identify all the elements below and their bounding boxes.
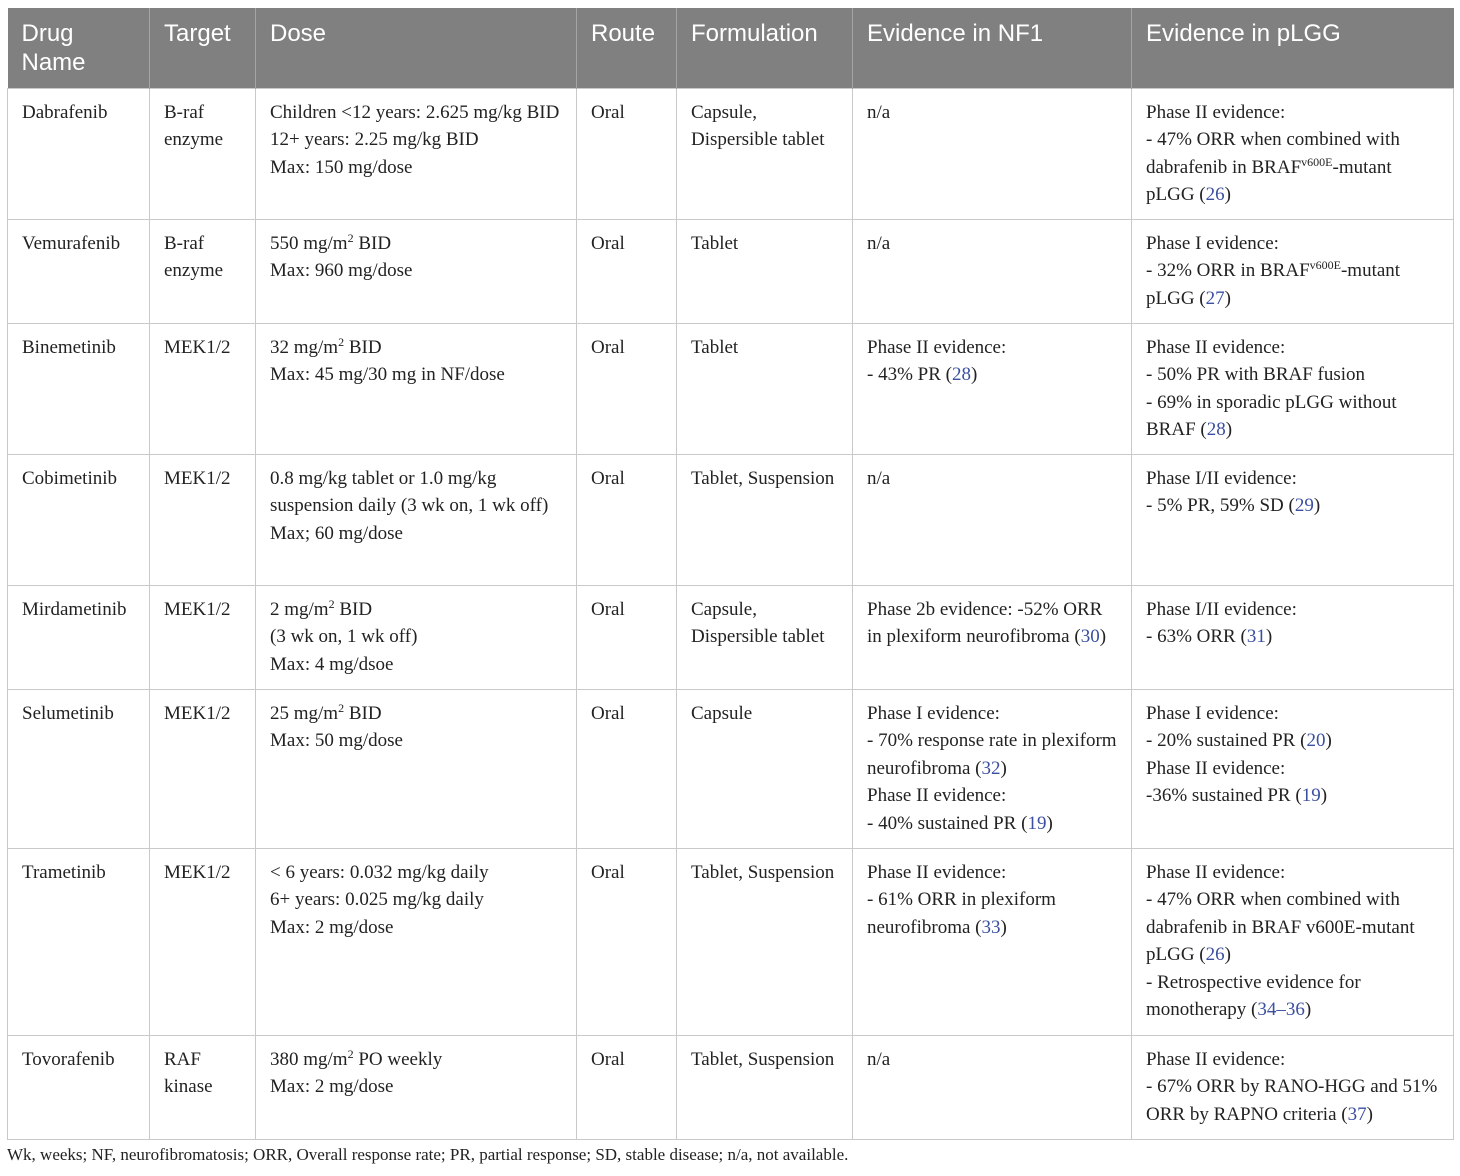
cell-route: Oral [577,323,677,454]
cell-evidence-plgg [1132,1035,1454,1139]
cell-evidence-nf1 [853,454,1132,585]
dose-line: Max: 960 mg/dose [270,260,413,281]
cell-route: Oral [577,1035,677,1139]
evidence-text: ) [1320,785,1328,806]
evidence-text: - 67% ORR by RANO-HGG and 51% ORR by RAPNO criteria ( [1146,1076,1438,1125]
col-header-formulation: Formulation [677,8,853,88]
evidence-text: - 20% sustained PR ( [1146,730,1307,751]
cell-target: MEK1/2 [150,848,256,1035]
dose-line: Max: 150 mg/dose [270,156,413,178]
header-row [8,8,1454,88]
cell-target: RAF kinase [150,1035,256,1139]
reference-link[interactable]: 34–36 [1257,999,1305,1020]
table-header [8,8,1454,88]
evidence-text: ) [1000,916,1007,938]
evidence-line [1146,492,1439,520]
superscript: 2 [338,700,345,715]
evidence-line [867,810,1117,838]
evidence-line [1146,886,1439,969]
col-header-route: Route [577,8,677,88]
evidence-text: Phase 2b evidence: -52% ORR in plexiform neurofibroma ( [867,598,1103,647]
reference-link[interactable]: 27 [1205,287,1225,309]
reference-link[interactable]: 33 [981,916,1001,938]
superscript: v600E [1301,154,1333,169]
dose-text: 32 mg/m [270,336,339,358]
cell-target: MEK1/2 [150,454,256,585]
evidence-text: ) [1225,419,1233,440]
evidence-text: - 69% in sporadic pLGG without BRAF ( [1146,391,1397,440]
cell-formulation: Capsule, Dispersible tablet [677,88,853,219]
table-row [8,219,1454,323]
evidence-text: - 63% ORR ( [1146,626,1247,647]
evidence-line: Phase II evidence: [1146,101,1286,123]
dose-line [270,334,562,362]
evidence-text: - 43% PR ( [867,364,952,385]
dose-text: 2 mg/m [270,598,329,620]
dose-line [270,700,562,728]
evidence-line: Phase II evidence: [867,785,1007,806]
evidence-text: ) [1265,626,1273,647]
cell-route: Oral [577,585,677,689]
evidence-text: ) [1224,944,1231,965]
evidence-text: ) [1224,184,1231,205]
cell-drug-name: Vemurafenib [8,219,150,323]
cell-evidence-nf1 [853,689,1132,848]
dose-text: 550 mg/m [270,232,348,254]
cell-evidence-nf1 [853,219,1132,323]
dose-line: Max: 2 mg/dose [270,1076,394,1097]
cell-formulation: Tablet [677,219,853,323]
evidence-line [867,596,1117,651]
reference-link[interactable]: 37 [1347,1103,1367,1125]
dose-line [270,596,562,624]
cell-target: MEK1/2 [150,323,256,454]
evidence-line: Phase I evidence: [1146,232,1279,254]
superscript: 2 [347,1046,354,1061]
evidence-text: ) [1224,287,1231,309]
col-header-target: Target [150,8,256,88]
evidence-line [1146,623,1439,651]
evidence-text: -mutant pLGG ( [1146,260,1401,309]
evidence-text: ) [970,364,978,385]
cell-evidence-plgg [1132,848,1454,1035]
evidence-text: ) [1046,812,1053,834]
reference-link[interactable]: 30 [1080,626,1100,647]
cell-target: B-raf enzyme [150,219,256,323]
dose-text: 380 mg/m [270,1048,348,1070]
reference-link[interactable]: 19 [1301,785,1321,806]
reference-link[interactable]: 28 [1206,419,1226,440]
dose-text: BID [344,336,382,358]
evidence-line: n/a [867,101,891,123]
cell-route: Oral [577,454,677,585]
reference-link[interactable]: 20 [1306,730,1326,751]
cell-formulation: Capsule, Dispersible tablet [677,585,853,689]
dose-line: 12+ years: 2.25 mg/kg BID [270,129,479,150]
evidence-line [1146,389,1439,444]
evidence-text: - 61% ORR in plexiform neurofibroma ( [867,889,1056,938]
superscript: 2 [338,334,345,349]
col-header-evidence-nf1: Evidence in NF1 [853,8,1132,88]
cell-dose [256,88,577,219]
cell-dose [256,219,577,323]
evidence-line: Phase II evidence: [1146,757,1286,779]
dose-text: PO weekly [353,1048,443,1070]
evidence-line [1146,727,1439,755]
evidence-text: ) [1304,999,1312,1020]
col-header-evidence-plgg: Evidence in pLGG [1132,8,1454,88]
evidence-text: ) [1366,1103,1373,1125]
evidence-text: ) [1000,757,1007,779]
evidence-text: ) [1313,495,1321,516]
cell-evidence-plgg [1132,323,1454,454]
evidence-line [867,727,1117,782]
table-body [8,88,1454,1139]
evidence-text: - 47% ORR when combined with dabrafenib in BRAF v600E-mutant pLGG ( [1146,889,1415,965]
evidence-line: Phase I/II evidence: [1146,598,1297,620]
dose-line: Max: 2 mg/dose [270,916,394,938]
dose-text: BID [353,232,392,254]
cell-drug-name: Selumetinib [8,689,150,848]
cell-evidence-plgg [1132,689,1454,848]
cell-formulation: Tablet, Suspension [677,1035,853,1139]
evidence-text: -mutant pLGG ( [1146,156,1392,205]
dose-text: BID [334,598,373,620]
evidence-line: n/a [867,1048,891,1070]
cell-evidence-plgg [1132,454,1454,585]
dose-line: (3 wk on, 1 wk off) [270,626,418,647]
table-row [8,88,1454,219]
table-row [8,454,1454,585]
cell-dose [256,454,577,585]
cell-dose [256,689,577,848]
cell-evidence-nf1 [853,585,1132,689]
dose-line: Max; 60 mg/dose [270,522,403,544]
cell-route: Oral [577,848,677,1035]
evidence-text: - 70% response rate in plexiform neurofibroma ( [867,730,1117,779]
dose-line [270,1046,562,1074]
evidence-line: Phase II evidence: [867,861,1007,883]
cell-target: MEK1/2 [150,689,256,848]
table-row [8,585,1454,689]
evidence-line: Phase II evidence: [1146,1048,1286,1070]
cell-route: Oral [577,219,677,323]
evidence-text: - 32% ORR in BRAF [1146,260,1310,281]
reference-link[interactable]: 28 [951,364,971,385]
cell-dose [256,848,577,1035]
evidence-text: ) [1099,626,1107,647]
evidence-line [867,886,1117,941]
table-row [8,1035,1454,1139]
evidence-text: - Retrospective evidence for monotherapy ( [1146,971,1361,1020]
evidence-line [1146,1073,1439,1128]
cell-drug-name: Dabrafenib [8,88,150,219]
reference-link[interactable]: 26 [1205,944,1225,965]
evidence-line: Phase II evidence: [1146,861,1286,883]
cell-formulation: Tablet [677,323,853,454]
drug-table [7,8,1454,1140]
table-footnote: Wk, weeks; NF, neurofibromatosis; ORR, Overall response rate; PR, partial response; SD, stable disease; n/a, not available. [7,1145,849,1164]
cell-formulation: Tablet, Suspension [677,454,853,585]
cell-target: MEK1/2 [150,585,256,689]
cell-dose [256,1035,577,1139]
dose-line [270,230,562,258]
col-header-dose: Dose [256,8,577,88]
evidence-text: - 47% ORR when combined with dabrafenib in BRAF [1146,129,1400,178]
reference-link[interactable]: 19 [1027,812,1047,834]
cell-dose [256,323,577,454]
reference-link[interactable]: 26 [1205,184,1225,205]
cell-evidence-nf1 [853,848,1132,1035]
evidence-text: - 40% sustained PR ( [867,812,1028,834]
cell-evidence-plgg [1132,219,1454,323]
cell-evidence-nf1 [853,1035,1132,1139]
cell-evidence-nf1 [853,323,1132,454]
dose-line: Max: 4 mg/dsoe [270,653,394,675]
dose-line: Children <12 years: 2.625 mg/kg BID [270,101,560,123]
dose-text: BID [344,702,382,724]
evidence-line: Phase I evidence: [867,702,1000,724]
evidence-line [1146,782,1439,810]
cell-drug-name: Binemetinib [8,323,150,454]
cell-dose [256,585,577,689]
cell-evidence-nf1 [853,88,1132,219]
cell-drug-name: Mirdametinib [8,585,150,689]
reference-link[interactable]: 31 [1246,626,1266,647]
dose-line: Max: 50 mg/dose [270,730,403,751]
evidence-text: - 5% PR, 59% SD ( [1146,495,1295,516]
table-row [8,323,1454,454]
cell-evidence-plgg [1132,88,1454,219]
dose-line: 0.8 mg/kg tablet or 1.0 mg/kg suspension daily (3 wk on, 1 wk off) [270,467,549,516]
cell-drug-name: Cobimetinib [8,454,150,585]
cell-drug-name: Trametinib [8,848,150,1035]
cell-formulation: Capsule [677,689,853,848]
evidence-line [1146,257,1439,312]
evidence-line: n/a [867,467,891,489]
reference-link[interactable]: 32 [981,757,1001,779]
superscript: 2 [328,596,335,611]
evidence-text: -36% sustained PR ( [1146,785,1302,806]
evidence-line: Phase I/II evidence: [1146,467,1297,489]
evidence-line [1146,969,1439,1024]
cell-drug-name: Tovorafenib [8,1035,150,1139]
reference-link[interactable]: 29 [1294,495,1314,516]
superscript: v600E [1309,258,1341,272]
evidence-text: ) [1325,730,1332,751]
dose-text: 25 mg/m [270,702,339,724]
cell-route: Oral [577,689,677,848]
dose-line: < 6 years: 0.032 mg/kg daily [270,861,489,883]
evidence-line: Phase I evidence: [1146,702,1279,724]
evidence-line: Phase II evidence: [1146,336,1286,358]
table-row [8,689,1454,848]
evidence-line: - 50% PR with BRAF fusion [1146,364,1366,385]
cell-target: B-raf enzyme [150,88,256,219]
evidence-line [867,361,1117,389]
table-row [8,848,1454,1035]
evidence-line: n/a [867,232,891,254]
superscript: 2 [347,230,354,245]
evidence-line [1146,126,1439,209]
cell-formulation: Tablet, Suspension [677,848,853,1035]
dose-line: 6+ years: 0.025 mg/kg daily [270,889,484,910]
drug-table-container [7,8,1453,1140]
evidence-line: Phase II evidence: [867,336,1007,358]
cell-evidence-plgg [1132,585,1454,689]
dose-line: Max: 45 mg/30 mg in NF/dose [270,364,505,385]
cell-route: Oral [577,88,677,219]
col-header-drug-name: Drug Name [8,8,150,88]
